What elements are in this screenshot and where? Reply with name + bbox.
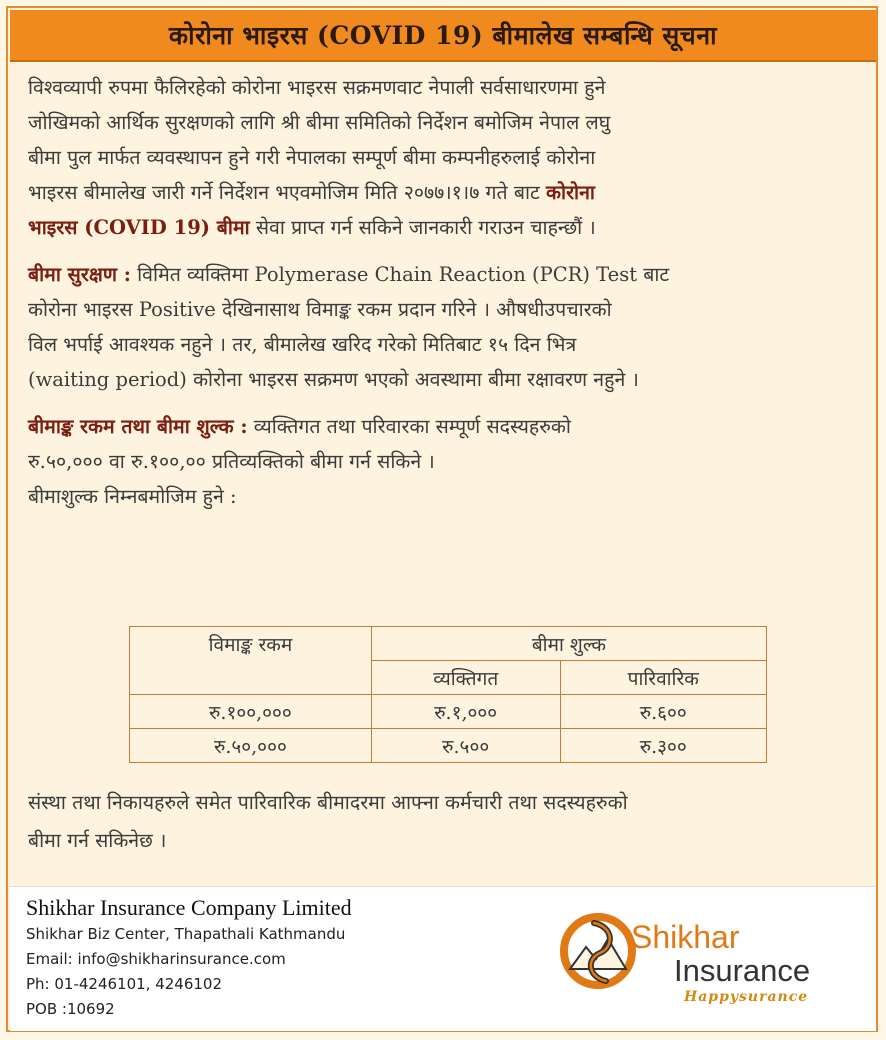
title-bar: [10, 10, 876, 62]
intro-bold-1: कोरोना: [546, 181, 595, 204]
intro-bold-2: भाइरस (COVID 19) बीमा: [28, 216, 250, 239]
table-header-family: पारिवारिक: [560, 661, 766, 695]
intro-line: [28, 175, 860, 210]
notice-body: [28, 70, 860, 526]
coverage-line: कोरोना भाइरस Positive देखिनासाथ विमाङ्क रकम प्रदान गरिने । औषधीउपचारको: [28, 298, 612, 321]
table-cell-family: रु.३००: [560, 729, 766, 763]
coverage-heading: बीमा सुरक्षण :: [28, 263, 131, 286]
company-pob: POB :10692: [26, 1000, 115, 1018]
footer: [10, 886, 876, 1031]
intro-paragraph: [28, 70, 860, 245]
table-cell-sum: रु.५०,०००: [130, 729, 372, 763]
closing-line: संस्था तथा निकायहरुले समेत पारिवारिक बीमादरमा आफ्ना कर्मचारी तथा सदस्यहरुको: [28, 791, 628, 814]
table-row: [130, 695, 767, 729]
company-email[interactable]: Email: info@shikharinsurance.com: [26, 950, 286, 968]
shikhar-logo: [556, 907, 846, 1017]
table-header-sum: विमाङ्क रकम: [130, 627, 372, 695]
premium-line: [28, 409, 860, 444]
premium-line-text: व्यक्तिगत तथा परिवारका सम्पूर्ण सदस्यहरुको: [253, 415, 571, 438]
notice-title: कोरोना भाइरस (COVID 19) बीमालेख सम्बन्धि सूचना: [168, 21, 718, 50]
intro-line: जोखिमको आर्थिक सुरक्षणको लागि श्री बीमा समितिको निर्देशन बमोजिम नेपाल लघु: [28, 111, 611, 134]
coverage-line: (waiting period) कोरोना भाइरस सक्रमण भएको अवस्थामा बीमा रक्षावरण नहुने ।: [28, 368, 639, 391]
premium-heading: बीमाङ्क रकम तथा बीमा शुल्क :: [28, 415, 248, 438]
intro-line-text: भाइरस बीमालेख जारी गर्ने निर्देशन भएवमोजिम मिति २०७७।१।७ गते बाट: [28, 181, 540, 204]
company-phone: Ph: 01-4246101, 4246102: [26, 975, 223, 993]
table-cell-family: रु.६००: [560, 695, 766, 729]
logo-word-insurance: Insurance: [674, 953, 811, 988]
premium-paragraph: [28, 409, 860, 514]
coverage-line: [28, 257, 860, 292]
table-cell-individual: रु.५००: [371, 729, 560, 763]
intro-line: बीमा पुल मार्फत व्यवस्थापन हुने गरी नेपालका सम्पूर्ण बीमा कम्पनीहरुलाई कोरोना: [28, 146, 596, 169]
logo-tagline: Happysurance: [684, 989, 809, 1005]
table-cell-sum: रु.१००,०००: [130, 695, 372, 729]
coverage-paragraph: [28, 257, 860, 397]
coverage-line: विल भर्पाई आवश्यक नहुने । तर, बीमालेख खरिद गरेको मितिबाट १५ दिन भित्र: [28, 333, 577, 356]
table-header-individual: व्यक्तिगत: [371, 661, 560, 695]
company-name: Shikhar Insurance Company Limited: [26, 895, 352, 920]
premium-line: बीमाशुल्क निम्नबमोजिम हुने :: [28, 485, 237, 508]
table-cell-individual: रु.१,०००: [371, 695, 560, 729]
coverage-line-text: विमित व्यक्तिमा Polymerase Chain Reaction (PCR) Test बाट: [137, 263, 670, 286]
table-header-fee: बीमा शुल्क: [371, 627, 766, 661]
company-address: Shikhar Biz Center, Thapathali Kathmandu: [26, 925, 346, 943]
premium-table: [129, 626, 767, 763]
intro-line: विश्वव्यापी रुपमा फैलिरहेको कोरोना भाइरस सक्रमणवाट नेपाली सर्वसाधारणमा हुने: [28, 76, 606, 99]
premium-line: रु.५०,००० वा रु.१००,०० प्रतिव्यक्तिको बीमा गर्न सकिने ।: [28, 450, 435, 473]
intro-line: [28, 210, 860, 245]
table-row: [130, 729, 767, 763]
closing-paragraph: [28, 784, 860, 860]
logo-word-shikhar: Shikhar: [631, 919, 740, 955]
intro-tail: सेवा प्राप्त गर्न सकिने जानकारी गराउन चाहन्छौं ।: [255, 216, 596, 239]
closing-line: बीमा गर्न सकिनेछ ।: [28, 829, 167, 852]
